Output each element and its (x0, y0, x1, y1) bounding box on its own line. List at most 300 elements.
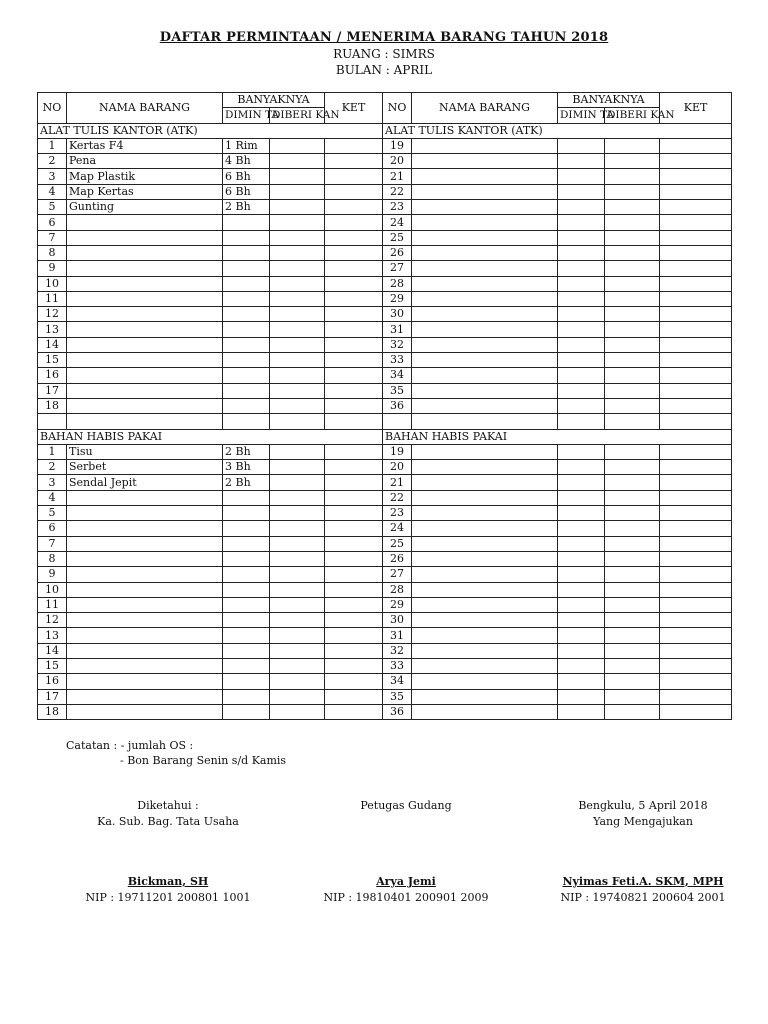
ket-cell (660, 444, 732, 459)
item-name (412, 643, 558, 658)
qty-requested: 2 Bh (223, 444, 270, 459)
row-number: 12 (38, 307, 67, 322)
item-name (412, 307, 558, 322)
row-number: 25 (383, 536, 412, 551)
qty-requested (223, 551, 270, 566)
header-banyaknya: BANYAKNYA (558, 93, 660, 108)
signature-nip-2: NIP : 19810401 200901 2009 (323, 891, 489, 904)
ket-cell (325, 276, 383, 291)
row-number: 14 (38, 643, 67, 658)
row-number: 26 (383, 245, 412, 260)
section-title: ALAT TULIS KANTOR (ATK) (38, 123, 383, 138)
row-number: 13 (38, 322, 67, 337)
qty-given (270, 353, 325, 368)
ket-cell (325, 398, 383, 413)
qty-requested (223, 383, 270, 398)
section-title: BAHAN HABIS PAKAI (38, 429, 383, 444)
ket-cell (660, 200, 732, 215)
header-ket: KET (660, 93, 732, 124)
qty-given (270, 322, 325, 337)
qty-requested (558, 475, 605, 490)
table-row (38, 398, 732, 413)
item-name: Sendal Jepit (67, 475, 223, 490)
ket-cell (325, 536, 383, 551)
row-number: 21 (383, 475, 412, 490)
item-name (67, 567, 223, 582)
signature-nip-1: NIP : 19711201 200801 1001 (85, 891, 251, 904)
row-number: 16 (38, 674, 67, 689)
table-row (38, 689, 732, 704)
row-number: 26 (383, 551, 412, 566)
ket-cell (660, 704, 732, 719)
item-name (67, 490, 223, 505)
row-number: 29 (383, 597, 412, 612)
qty-given (605, 582, 660, 597)
qty-requested (223, 704, 270, 719)
item-name (67, 582, 223, 597)
qty-given (605, 245, 660, 260)
table-body (38, 123, 732, 720)
ket-cell (660, 215, 732, 230)
row-number: 5 (38, 506, 67, 521)
item-name: Tisu (67, 444, 223, 459)
qty-requested (223, 353, 270, 368)
empty-cell (325, 414, 383, 429)
qty-given (270, 536, 325, 551)
qty-requested (558, 398, 605, 413)
qty-requested: 3 Bh (223, 460, 270, 475)
ket-cell (325, 521, 383, 536)
item-name (412, 536, 558, 551)
qty-given (270, 643, 325, 658)
item-name (412, 475, 558, 490)
qty-given (270, 291, 325, 306)
qty-given (605, 567, 660, 582)
table-row (38, 536, 732, 551)
qty-requested (558, 689, 605, 704)
section-title: BAHAN HABIS PAKAI (383, 429, 732, 444)
qty-requested (223, 536, 270, 551)
qty-given (605, 506, 660, 521)
qty-requested (223, 490, 270, 505)
ket-cell (325, 460, 383, 475)
item-name (67, 643, 223, 658)
qty-requested (223, 276, 270, 291)
signature-label-2: Petugas Gudang (360, 799, 452, 812)
item-name: Kertas F4 (67, 138, 223, 153)
row-number: 17 (38, 383, 67, 398)
qty-requested (223, 567, 270, 582)
qty-given (270, 337, 325, 352)
table-row (38, 138, 732, 153)
item-name (67, 689, 223, 704)
table-row (38, 230, 732, 245)
table-row (38, 582, 732, 597)
room-label: RUANG : SIMRS (333, 47, 435, 61)
item-name (67, 613, 223, 628)
item-name (412, 658, 558, 673)
qty-given (605, 291, 660, 306)
qty-given (605, 613, 660, 628)
ket-cell (325, 506, 383, 521)
qty-requested (223, 597, 270, 612)
ket-cell (660, 643, 732, 658)
qty-requested (558, 704, 605, 719)
ket-cell (325, 613, 383, 628)
qty-given (270, 674, 325, 689)
row-number: 2 (38, 154, 67, 169)
item-name (412, 261, 558, 276)
signature-name-3: Nyimas Feti.A. SKM, MPH (562, 875, 724, 888)
qty-given (270, 307, 325, 322)
ket-cell (660, 169, 732, 184)
qty-requested (558, 674, 605, 689)
row-number: 10 (38, 582, 67, 597)
table-row (38, 383, 732, 398)
item-name: Map Kertas (67, 184, 223, 199)
item-name (67, 215, 223, 230)
qty-requested (558, 444, 605, 459)
qty-given (270, 169, 325, 184)
signature-name-2: Arya Jemi (376, 875, 436, 888)
table-row (38, 368, 732, 383)
ket-cell (325, 674, 383, 689)
qty-given (270, 444, 325, 459)
row-number: 25 (383, 230, 412, 245)
item-name (412, 704, 558, 719)
row-number: 36 (383, 704, 412, 719)
item-name (412, 521, 558, 536)
row-number: 30 (383, 613, 412, 628)
qty-given (605, 307, 660, 322)
row-number: 11 (38, 291, 67, 306)
row-number: 31 (383, 322, 412, 337)
item-name (67, 383, 223, 398)
ket-cell (660, 628, 732, 643)
row-number: 30 (383, 307, 412, 322)
qty-given (605, 261, 660, 276)
qty-given (605, 322, 660, 337)
ket-cell (325, 628, 383, 643)
item-name (412, 368, 558, 383)
qty-requested (558, 184, 605, 199)
item-name (412, 383, 558, 398)
item-name (412, 398, 558, 413)
table-row (38, 567, 732, 582)
qty-given (605, 215, 660, 230)
qty-requested (558, 613, 605, 628)
qty-requested (223, 307, 270, 322)
row-number: 8 (38, 551, 67, 566)
qty-given (605, 460, 660, 475)
ket-cell (660, 184, 732, 199)
ket-cell (325, 307, 383, 322)
item-name (412, 200, 558, 215)
qty-requested (558, 200, 605, 215)
table-row (38, 551, 732, 566)
item-name (67, 536, 223, 551)
ket-cell (325, 154, 383, 169)
empty-cell (558, 414, 605, 429)
note-line-1: Catatan : - jumlah OS : (66, 739, 194, 752)
row-number: 15 (38, 658, 67, 673)
qty-given (605, 674, 660, 689)
qty-given (270, 521, 325, 536)
qty-requested (558, 506, 605, 521)
qty-requested (558, 276, 605, 291)
item-name (412, 674, 558, 689)
ket-cell (660, 138, 732, 153)
qty-requested (558, 322, 605, 337)
table-row (38, 643, 732, 658)
ket-cell (660, 506, 732, 521)
qty-requested: 2 Bh (223, 200, 270, 215)
header-diberikan: DIBERI KAN (270, 108, 325, 123)
item-name (67, 628, 223, 643)
qty-given (270, 215, 325, 230)
ket-cell (660, 521, 732, 536)
item-name: Map Plastik (67, 169, 223, 184)
ket-cell (325, 261, 383, 276)
ket-cell (660, 368, 732, 383)
qty-given (605, 490, 660, 505)
qty-given (605, 551, 660, 566)
ket-cell (660, 674, 732, 689)
ket-cell (660, 689, 732, 704)
table-row (38, 521, 732, 536)
row-number: 8 (38, 245, 67, 260)
row-number: 34 (383, 674, 412, 689)
signature-label-1: Diketahui : (137, 799, 199, 812)
header-nama-barang: NAMA BARANG (67, 93, 223, 124)
qty-requested (223, 674, 270, 689)
ket-cell (325, 322, 383, 337)
item-name (412, 169, 558, 184)
item-name (412, 567, 558, 582)
empty-cell (67, 414, 223, 429)
qty-requested (558, 245, 605, 260)
qty-requested (558, 291, 605, 306)
item-name (412, 444, 558, 459)
qty-given (605, 230, 660, 245)
row-number: 24 (383, 215, 412, 230)
qty-requested (558, 597, 605, 612)
qty-requested: 6 Bh (223, 184, 270, 199)
ket-cell (660, 307, 732, 322)
table-row (38, 291, 732, 306)
qty-requested (558, 521, 605, 536)
qty-requested: 4 Bh (223, 154, 270, 169)
row-number: 23 (383, 200, 412, 215)
item-name (67, 353, 223, 368)
ket-cell (325, 567, 383, 582)
ket-cell (325, 444, 383, 459)
row-number: 31 (383, 628, 412, 643)
ket-cell (660, 337, 732, 352)
qty-requested (558, 261, 605, 276)
ket-cell (660, 582, 732, 597)
item-name (412, 353, 558, 368)
qty-given (270, 628, 325, 643)
row-number: 28 (383, 582, 412, 597)
row-number: 19 (383, 444, 412, 459)
row-number: 3 (38, 475, 67, 490)
qty-requested (223, 368, 270, 383)
ket-cell (325, 245, 383, 260)
qty-requested: 2 Bh (223, 475, 270, 490)
item-name (67, 322, 223, 337)
ket-cell (660, 261, 732, 276)
item-name (67, 337, 223, 352)
ket-cell (325, 368, 383, 383)
row-number: 32 (383, 337, 412, 352)
ket-cell (660, 490, 732, 505)
ket-cell (325, 169, 383, 184)
ket-cell (660, 536, 732, 551)
qty-given (270, 490, 325, 505)
qty-given (605, 521, 660, 536)
table-row (38, 628, 732, 643)
ket-cell (660, 291, 732, 306)
empty-cell (38, 414, 67, 429)
ket-cell (325, 704, 383, 719)
qty-given (270, 276, 325, 291)
ket-cell (325, 643, 383, 658)
row-number: 4 (38, 490, 67, 505)
item-name (412, 337, 558, 352)
item-name (412, 613, 558, 628)
section-header-row (38, 123, 732, 138)
signature-nip-3: NIP : 19740821 200604 2001 (560, 891, 726, 904)
qty-given (605, 597, 660, 612)
qty-given (270, 230, 325, 245)
row-number: 6 (38, 521, 67, 536)
row-number: 16 (38, 368, 67, 383)
ket-cell (660, 245, 732, 260)
ket-cell (325, 582, 383, 597)
item-name (412, 551, 558, 566)
row-number: 4 (38, 184, 67, 199)
row-number: 29 (383, 291, 412, 306)
item-name (67, 398, 223, 413)
item-name: Serbet (67, 460, 223, 475)
qty-requested (223, 689, 270, 704)
qty-requested (223, 322, 270, 337)
row-number: 35 (383, 689, 412, 704)
table-row (38, 337, 732, 352)
row-number: 9 (38, 261, 67, 276)
item-name (67, 307, 223, 322)
ket-cell (325, 383, 383, 398)
qty-given (605, 154, 660, 169)
ket-cell (325, 138, 383, 153)
ket-cell (325, 475, 383, 490)
row-number: 7 (38, 536, 67, 551)
ket-cell (660, 383, 732, 398)
qty-given (270, 551, 325, 566)
row-number: 20 (383, 460, 412, 475)
qty-given (605, 138, 660, 153)
ket-cell (660, 322, 732, 337)
ket-cell (325, 337, 383, 352)
table-row (38, 506, 732, 521)
item-name (412, 138, 558, 153)
qty-requested (558, 536, 605, 551)
item-name (412, 490, 558, 505)
qty-requested (223, 215, 270, 230)
qty-given (270, 506, 325, 521)
row-number: 5 (38, 200, 67, 215)
ket-cell (660, 460, 732, 475)
ket-cell (660, 475, 732, 490)
row-number: 10 (38, 276, 67, 291)
qty-given (605, 628, 660, 643)
header-diminta: DIMIN TA (223, 108, 270, 123)
qty-requested (558, 567, 605, 582)
row-number: 18 (38, 704, 67, 719)
header-no: NO (38, 93, 67, 124)
item-name (412, 597, 558, 612)
qty-given (270, 460, 325, 475)
row-number: 12 (38, 613, 67, 628)
table-row (38, 169, 732, 184)
qty-given (270, 689, 325, 704)
header-ket: KET (325, 93, 383, 124)
qty-requested (558, 307, 605, 322)
qty-requested (558, 658, 605, 673)
item-name (67, 597, 223, 612)
ket-cell (660, 613, 732, 628)
qty-given (605, 383, 660, 398)
row-number: 35 (383, 383, 412, 398)
qty-requested (223, 261, 270, 276)
row-number: 11 (38, 597, 67, 612)
ket-cell (325, 184, 383, 199)
item-name (412, 230, 558, 245)
row-number: 13 (38, 628, 67, 643)
qty-given (605, 689, 660, 704)
empty-cell (270, 414, 325, 429)
document-title: DAFTAR PERMINTAAN / MENERIMA BARANG TAHUN 2018 (159, 30, 609, 45)
table-row (38, 245, 732, 260)
table-row (38, 460, 732, 475)
row-number: 24 (383, 521, 412, 536)
row-number: 9 (38, 567, 67, 582)
item-name (67, 551, 223, 566)
table-row (38, 276, 732, 291)
qty-given (605, 643, 660, 658)
qty-requested: 6 Bh (223, 169, 270, 184)
ket-cell (325, 689, 383, 704)
qty-given (270, 704, 325, 719)
empty-cell (383, 414, 412, 429)
header-no: NO (383, 93, 412, 124)
table-row (38, 200, 732, 215)
row-number: 19 (383, 138, 412, 153)
qty-requested (558, 337, 605, 352)
qty-given (270, 597, 325, 612)
qty-requested (223, 521, 270, 536)
item-name (67, 506, 223, 521)
item-name (67, 368, 223, 383)
qty-requested (223, 628, 270, 643)
qty-requested (223, 230, 270, 245)
qty-requested (558, 353, 605, 368)
qty-given (270, 261, 325, 276)
row-number: 20 (383, 154, 412, 169)
item-name (67, 245, 223, 260)
qty-requested (223, 398, 270, 413)
